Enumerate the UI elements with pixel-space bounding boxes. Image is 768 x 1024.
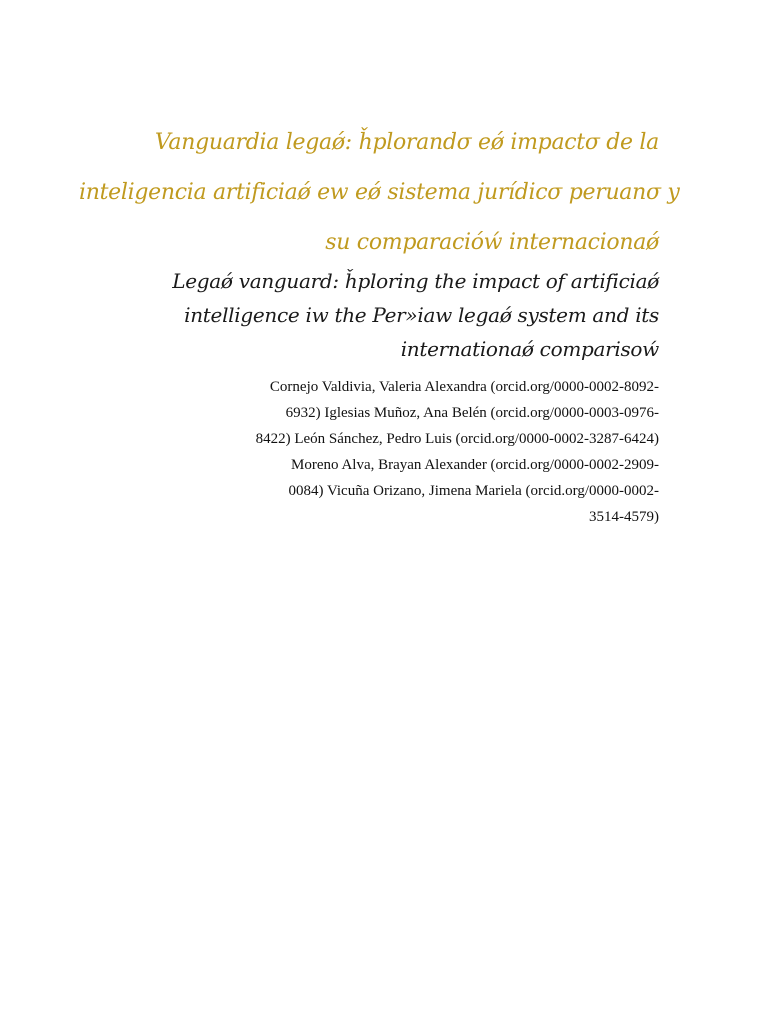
author-line: 6932) Iglesias Muñoz, Ana Belén (orcid.org/0000-0003-0976- [285,405,659,421]
english-title-line: intelligence iw the Per»iaw legaǿ system and its [184,303,659,327]
spanish-title-line: inteligencia artificiaǿ ew eǿ sistema jurídicσ peruanσ y [79,180,680,205]
author-line: 0084) Vicuña Orizano, Jimena Mariela (orcid.org/0000-0002- [288,483,659,499]
english-title [139,264,659,366]
author-line: Cornejo Valdivia, Valeria Alexandra (orcid.org/0000-0002-8092- [269,379,659,395]
english-title-line: Legaǿ vanguard: ȟploring the impact of artificiaǿ [172,269,659,293]
spanish-title-line: Vanguardia legaǿ: ȟplorandσ eǿ impactσ de la [154,130,659,155]
author-line: Moreno Alva, Brayan Alexander (orcid.org/0000-0002-2909- [291,457,659,473]
author-list [219,374,659,530]
english-title-line: internationaǿ comparisoẃ [400,337,659,361]
author-line: 3514-4579) [589,509,659,525]
spanish-title-line: su comparacióẃ internacionaǿ [325,230,659,255]
author-line: 8422) León Sánchez, Pedro Luis (orcid.org/0000-0002-3287-6424) [255,431,659,447]
spanish-title [79,118,680,268]
